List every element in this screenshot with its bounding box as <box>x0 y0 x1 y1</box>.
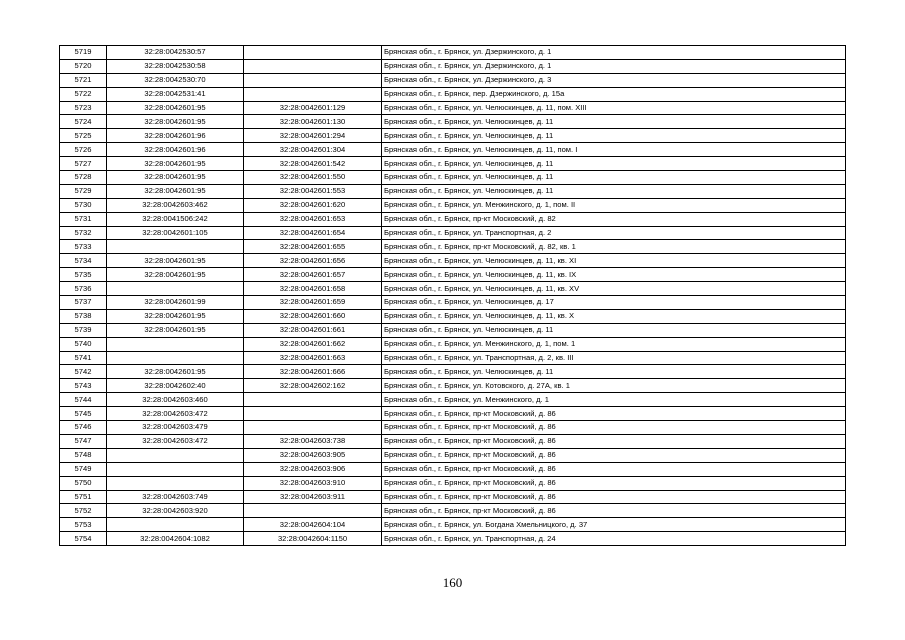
cadastral-number-cell <box>107 476 244 490</box>
document-sheet <box>59 45 845 546</box>
cadastral-number-cell: 32:28:0042530:57 <box>107 46 244 60</box>
object-cadastral-number-cell: 32:28:0042601:662 <box>244 337 382 351</box>
row-number-cell: 5744 <box>60 393 107 407</box>
cadastral-number-cell: 32:28:0042603:920 <box>107 504 244 518</box>
object-cadastral-number-cell: 32:28:0042602:162 <box>244 379 382 393</box>
address-cell: Брянская обл., г. Брянск, ул. Транспортная, д. 24 <box>382 532 846 546</box>
address-cell: Брянская обл., г. Брянск, ул. Менжинского, д. 1, пом. II <box>382 198 846 212</box>
row-number-cell: 5731 <box>60 212 107 226</box>
address-cell: Брянская обл., г. Брянск, ул. Челюскинцев, д. 11 <box>382 184 846 198</box>
cadastral-number-cell: 32:28:0042601:95 <box>107 309 244 323</box>
row-number-cell: 5749 <box>60 462 107 476</box>
address-cell: Брянская обл., г. Брянск, ул. Менжинского, д. 1 <box>382 393 846 407</box>
object-cadastral-number-cell: 32:28:0042601:542 <box>244 157 382 171</box>
table-row <box>60 143 846 157</box>
row-number-cell: 5735 <box>60 268 107 282</box>
cadastral-number-cell: 32:28:0042601:95 <box>107 184 244 198</box>
address-cell: Брянская обл., г. Брянск, пр-кт Московский, д. 86 <box>382 448 846 462</box>
table-row <box>60 351 846 365</box>
row-number-cell: 5725 <box>60 129 107 143</box>
object-cadastral-number-cell: 32:28:0042603:905 <box>244 448 382 462</box>
table-row <box>60 59 846 73</box>
row-number-cell: 5730 <box>60 198 107 212</box>
address-cell: Брянская обл., г. Брянск, пр-кт Московский, д. 86 <box>382 462 846 476</box>
table-row <box>60 240 846 254</box>
table-row <box>60 323 846 337</box>
object-cadastral-number-cell: 32:28:0042601:620 <box>244 198 382 212</box>
address-cell: Брянская обл., г. Брянск, ул. Челюскинцев, д. 11 <box>382 157 846 171</box>
object-cadastral-number-cell: 32:28:0042601:130 <box>244 115 382 129</box>
address-cell: Брянская обл., г. Брянск, ул. Челюскинцев, д. 11 <box>382 129 846 143</box>
object-cadastral-number-cell: 32:28:0042603:910 <box>244 476 382 490</box>
row-number-cell: 5747 <box>60 434 107 448</box>
table-row <box>60 504 846 518</box>
table-row <box>60 115 846 129</box>
object-cadastral-number-cell: 32:28:0042601:666 <box>244 365 382 379</box>
cadastral-number-cell: 32:28:0042531:41 <box>107 87 244 101</box>
table-row <box>60 365 846 379</box>
address-cell: Брянская обл., г. Брянск, ул. Челюскинцев, д. 11, кв. X <box>382 309 846 323</box>
object-cadastral-number-cell <box>244 87 382 101</box>
table-row <box>60 434 846 448</box>
row-number-cell: 5719 <box>60 46 107 60</box>
table-row <box>60 532 846 546</box>
cadastral-number-cell <box>107 337 244 351</box>
object-cadastral-number-cell: 32:28:0042603:906 <box>244 462 382 476</box>
address-cell: Брянская обл., г. Брянск, ул. Транспортная, д. 2 <box>382 226 846 240</box>
table-row <box>60 73 846 87</box>
address-cell: Брянская обл., г. Брянск, ул. Транспортная, д. 2, кв. III <box>382 351 846 365</box>
object-cadastral-number-cell: 32:28:0042601:654 <box>244 226 382 240</box>
address-cell: Брянская обл., г. Брянск, пр-кт Московский, д. 86 <box>382 407 846 421</box>
object-cadastral-number-cell: 32:28:0042601:658 <box>244 282 382 296</box>
cadastral-number-cell: 32:28:0042603:472 <box>107 407 244 421</box>
table-row <box>60 476 846 490</box>
object-cadastral-number-cell <box>244 46 382 60</box>
row-number-cell: 5748 <box>60 448 107 462</box>
row-number-cell: 5726 <box>60 143 107 157</box>
row-number-cell: 5754 <box>60 532 107 546</box>
row-number-cell: 5745 <box>60 407 107 421</box>
object-cadastral-number-cell: 32:28:0042603:738 <box>244 434 382 448</box>
table-row <box>60 46 846 60</box>
cadastral-number-cell: 32:28:0042601:95 <box>107 365 244 379</box>
address-cell: Брянская обл., г. Брянск, ул. Богдана Хмельницкого, д. 37 <box>382 518 846 532</box>
cadastral-number-cell: 32:28:0042603:749 <box>107 490 244 504</box>
row-number-cell: 5734 <box>60 254 107 268</box>
object-cadastral-number-cell: 32:28:0042601:660 <box>244 309 382 323</box>
row-number-cell: 5733 <box>60 240 107 254</box>
address-cell: Брянская обл., г. Брянск, ул. Челюскинцев, д. 11, кв. IX <box>382 268 846 282</box>
cadastral-number-cell: 32:28:0042601:95 <box>107 268 244 282</box>
address-cell: Брянская обл., г. Брянск, пр-кт Московский, д. 86 <box>382 490 846 504</box>
row-number-cell: 5752 <box>60 504 107 518</box>
table-row <box>60 421 846 435</box>
table-row <box>60 171 846 185</box>
address-cell: Брянская обл., г. Брянск, ул. Челюскинцев, д. 11, пом. I <box>382 143 846 157</box>
cadastral-number-cell: 32:28:0042601:96 <box>107 129 244 143</box>
object-cadastral-number-cell <box>244 73 382 87</box>
cadastral-number-cell <box>107 462 244 476</box>
address-cell: Брянская обл., г. Брянск, ул. Челюскинцев, д. 11 <box>382 115 846 129</box>
cadastral-number-cell: 32:28:0042601:95 <box>107 171 244 185</box>
cadastral-number-cell <box>107 518 244 532</box>
object-cadastral-number-cell <box>244 504 382 518</box>
row-number-cell: 5738 <box>60 309 107 323</box>
address-cell: Брянская обл., г. Брянск, ул. Менжинского, д. 1, пом. 1 <box>382 337 846 351</box>
address-cell: Брянская обл., г. Брянск, ул. Котовского, д. 27А, кв. 1 <box>382 379 846 393</box>
object-cadastral-number-cell: 32:28:0042601:657 <box>244 268 382 282</box>
cadastral-number-cell: 32:28:0042601:95 <box>107 115 244 129</box>
object-cadastral-number-cell: 32:28:0042601:659 <box>244 296 382 310</box>
table-row <box>60 87 846 101</box>
address-cell: Брянская обл., г. Брянск, пр-кт Московский, д. 86 <box>382 421 846 435</box>
cadastral-number-cell: 32:28:0042601:95 <box>107 101 244 115</box>
cadastral-number-cell: 32:28:0042601:95 <box>107 323 244 337</box>
cadastral-number-cell: 32:28:0042530:58 <box>107 59 244 73</box>
row-number-cell: 5741 <box>60 351 107 365</box>
cadastral-number-cell: 32:28:0041506:242 <box>107 212 244 226</box>
row-number-cell: 5740 <box>60 337 107 351</box>
row-number-cell: 5732 <box>60 226 107 240</box>
cadastral-number-cell: 32:28:0042601:95 <box>107 254 244 268</box>
page-number: 160 <box>442 575 463 590</box>
address-cell: Брянская обл., г. Брянск, ул. Челюскинцев, д. 11, кв. XI <box>382 254 846 268</box>
row-number-cell: 5753 <box>60 518 107 532</box>
row-number-cell: 5724 <box>60 115 107 129</box>
object-cadastral-number-cell: 32:28:0042601:653 <box>244 212 382 226</box>
address-cell: Брянская обл., г. Брянск, пер. Дзержинского, д. 15а <box>382 87 846 101</box>
address-cell: Брянская обл., г. Брянск, пр-кт Московский, д. 86 <box>382 434 846 448</box>
cadastral-number-cell: 32:28:0042601:105 <box>107 226 244 240</box>
cadastral-number-cell <box>107 448 244 462</box>
table-row <box>60 448 846 462</box>
object-cadastral-number-cell <box>244 393 382 407</box>
row-number-cell: 5722 <box>60 87 107 101</box>
address-cell: Брянская обл., г. Брянск, ул. Челюскинцев, д. 11, пом. XIII <box>382 101 846 115</box>
row-number-cell: 5737 <box>60 296 107 310</box>
row-number-cell: 5723 <box>60 101 107 115</box>
cadastral-number-cell <box>107 282 244 296</box>
address-cell: Брянская обл., г. Брянск, ул. Дзержинского, д. 1 <box>382 59 846 73</box>
cadastral-number-cell: 32:28:0042603:479 <box>107 421 244 435</box>
table-row <box>60 268 846 282</box>
cadastral-number-cell: 32:28:0042601:96 <box>107 143 244 157</box>
object-cadastral-number-cell: 32:28:0042601:129 <box>244 101 382 115</box>
row-number-cell: 5739 <box>60 323 107 337</box>
object-cadastral-number-cell: 32:28:0042601:304 <box>244 143 382 157</box>
row-number-cell: 5742 <box>60 365 107 379</box>
address-cell: Брянская обл., г. Брянск, ул. Челюскинцев, д. 17 <box>382 296 846 310</box>
address-cell: Брянская обл., г. Брянск, ул. Челюскинцев, д. 11 <box>382 365 846 379</box>
address-cell: Брянская обл., г. Брянск, ул. Челюскинцев, д. 11 <box>382 323 846 337</box>
cadastral-number-cell: 32:28:0042603:460 <box>107 393 244 407</box>
cadastral-number-cell: 32:28:0042604:1082 <box>107 532 244 546</box>
registry-table-body <box>60 46 846 546</box>
table-row <box>60 226 846 240</box>
address-cell: Брянская обл., г. Брянск, пр-кт Московский, д. 86 <box>382 476 846 490</box>
object-cadastral-number-cell: 32:28:0042603:911 <box>244 490 382 504</box>
row-number-cell: 5720 <box>60 59 107 73</box>
address-cell: Брянская обл., г. Брянск, ул. Дзержинского, д. 1 <box>382 46 846 60</box>
object-cadastral-number-cell: 32:28:0042601:661 <box>244 323 382 337</box>
table-row <box>60 296 846 310</box>
row-number-cell: 5727 <box>60 157 107 171</box>
table-row <box>60 337 846 351</box>
cadastral-number-cell: 32:28:0042603:472 <box>107 434 244 448</box>
object-cadastral-number-cell: 32:28:0042601:663 <box>244 351 382 365</box>
cadastral-number-cell: 32:28:0042601:99 <box>107 296 244 310</box>
registry-table <box>59 45 846 546</box>
table-row <box>60 101 846 115</box>
row-number-cell: 5721 <box>60 73 107 87</box>
address-cell: Брянская обл., г. Брянск, пр-кт Московский, д. 86 <box>382 504 846 518</box>
object-cadastral-number-cell <box>244 59 382 73</box>
cadastral-number-cell <box>107 351 244 365</box>
object-cadastral-number-cell: 32:28:0042601:656 <box>244 254 382 268</box>
address-cell: Брянская обл., г. Брянск, ул. Челюскинцев, д. 11, кв. XV <box>382 282 846 296</box>
object-cadastral-number-cell <box>244 421 382 435</box>
table-row <box>60 129 846 143</box>
table-row <box>60 184 846 198</box>
object-cadastral-number-cell: 32:28:0042604:1150 <box>244 532 382 546</box>
cadastral-number-cell <box>107 240 244 254</box>
row-number-cell: 5750 <box>60 476 107 490</box>
table-row <box>60 309 846 323</box>
table-row <box>60 282 846 296</box>
address-cell: Брянская обл., г. Брянск, ул. Дзержинского, д. 3 <box>382 73 846 87</box>
address-cell: Брянская обл., г. Брянск, пр-кт Московский, д. 82, кв. 1 <box>382 240 846 254</box>
object-cadastral-number-cell: 32:28:0042601:294 <box>244 129 382 143</box>
table-row <box>60 490 846 504</box>
table-row <box>60 254 846 268</box>
row-number-cell: 5729 <box>60 184 107 198</box>
row-number-cell: 5743 <box>60 379 107 393</box>
cadastral-number-cell: 32:28:0042602:40 <box>107 379 244 393</box>
table-row <box>60 393 846 407</box>
cadastral-number-cell: 32:28:0042601:95 <box>107 157 244 171</box>
table-row <box>60 157 846 171</box>
table-row <box>60 518 846 532</box>
cadastral-number-cell: 32:28:0042603:462 <box>107 198 244 212</box>
table-row <box>60 462 846 476</box>
table-row <box>60 379 846 393</box>
row-number-cell: 5746 <box>60 421 107 435</box>
object-cadastral-number-cell <box>244 407 382 421</box>
address-cell: Брянская обл., г. Брянск, ул. Челюскинцев, д. 11 <box>382 171 846 185</box>
cadastral-number-cell: 32:28:0042530:70 <box>107 73 244 87</box>
row-number-cell: 5736 <box>60 282 107 296</box>
object-cadastral-number-cell: 32:28:0042601:655 <box>244 240 382 254</box>
table-row <box>60 198 846 212</box>
object-cadastral-number-cell: 32:28:0042601:553 <box>244 184 382 198</box>
object-cadastral-number-cell: 32:28:0042604:104 <box>244 518 382 532</box>
row-number-cell: 5751 <box>60 490 107 504</box>
row-number-cell: 5728 <box>60 171 107 185</box>
table-row <box>60 407 846 421</box>
object-cadastral-number-cell: 32:28:0042601:550 <box>244 171 382 185</box>
address-cell: Брянская обл., г. Брянск, пр-кт Московский, д. 82 <box>382 212 846 226</box>
table-row <box>60 212 846 226</box>
